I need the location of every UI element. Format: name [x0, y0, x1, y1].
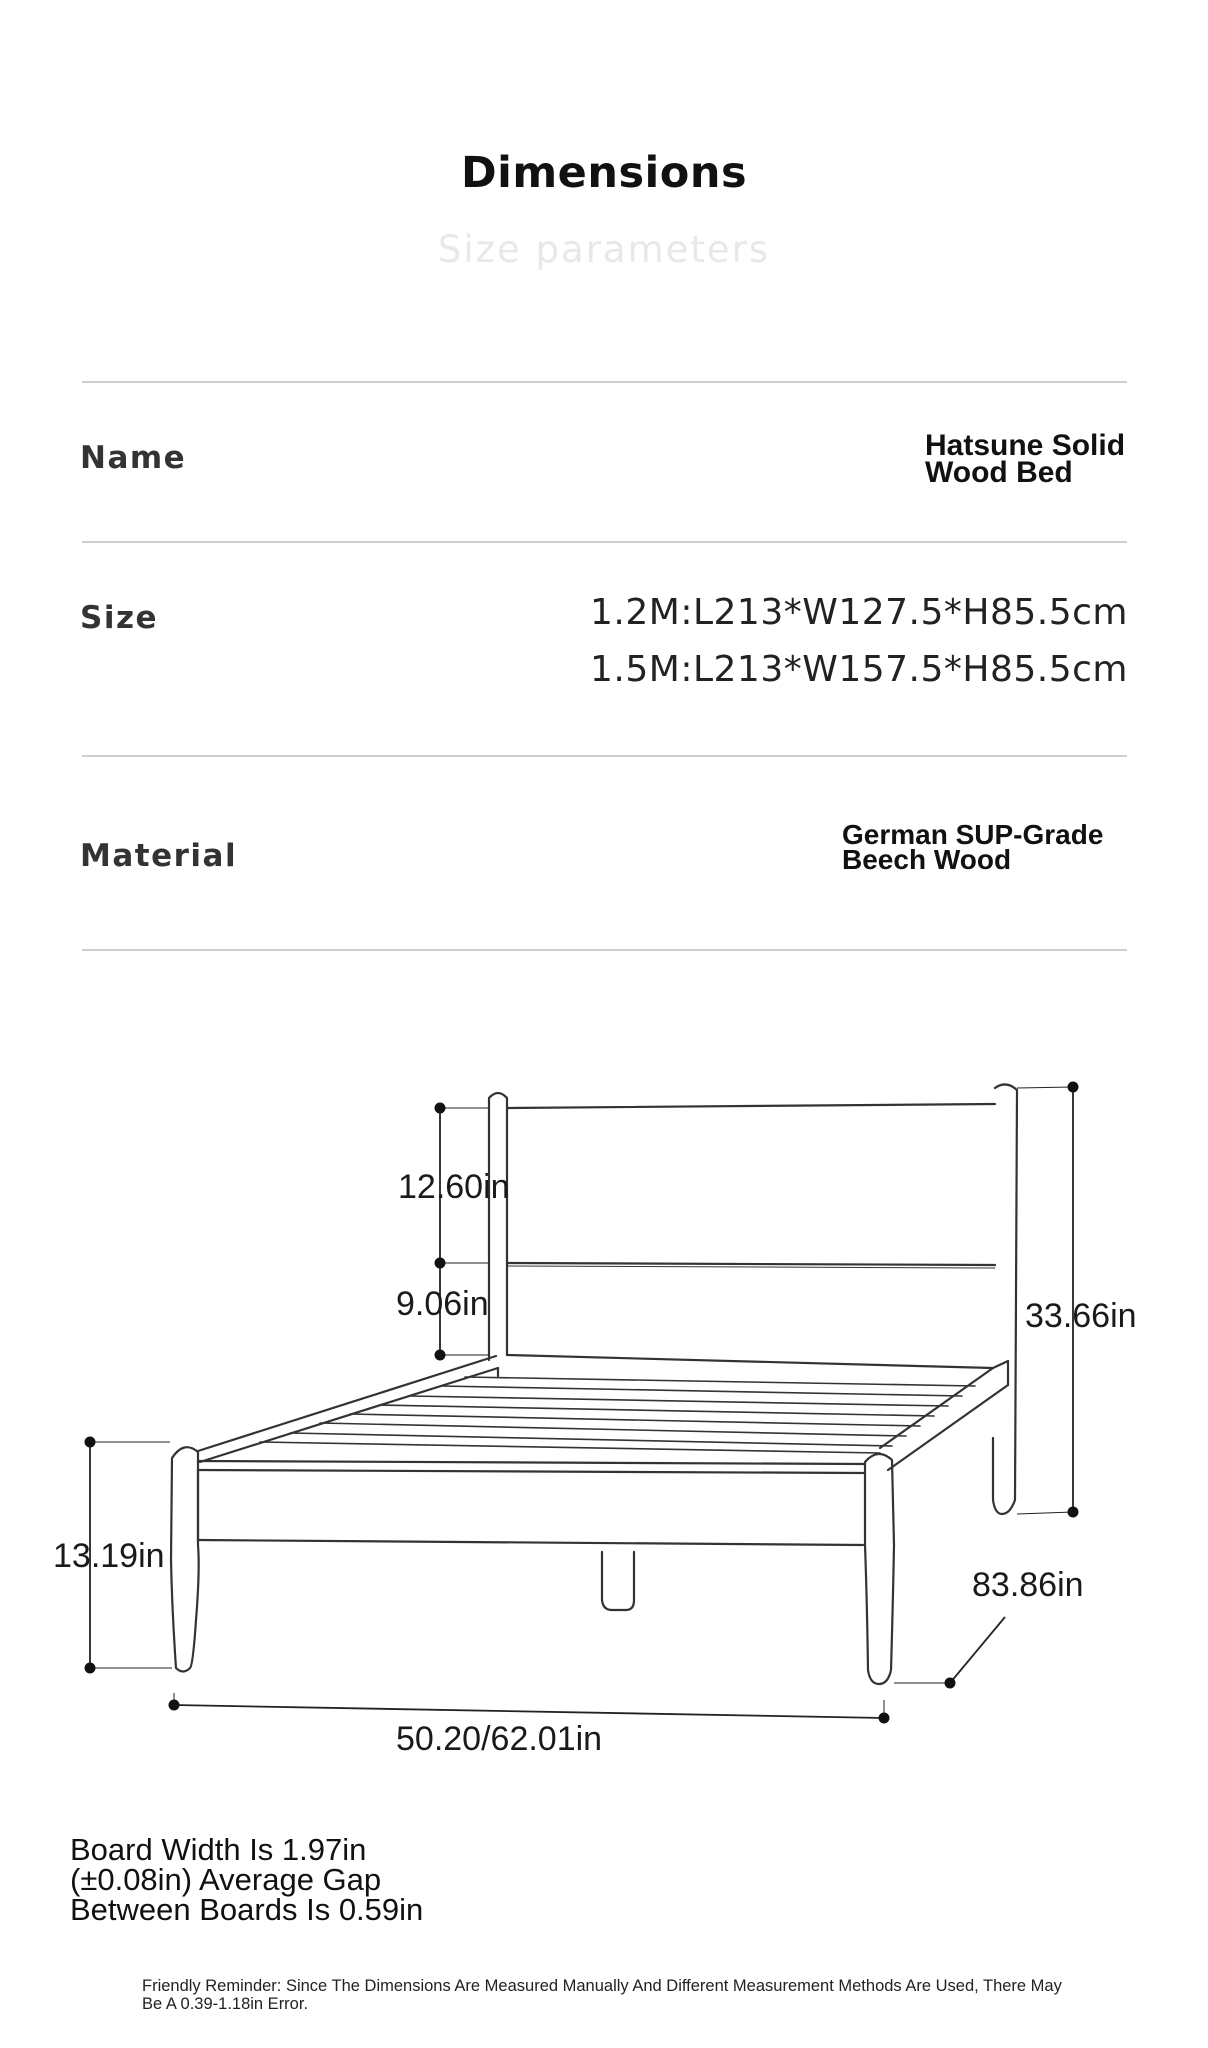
material-value-line: Beech Wood: [842, 844, 1012, 875]
front-right-post: [865, 1454, 894, 1684]
material-label: Material: [80, 838, 238, 874]
center-leg: [602, 1552, 634, 1610]
headboard-left-post: [489, 1093, 507, 1360]
page-subtitle: Size parameters: [437, 228, 771, 271]
page-title: Dimensions: [460, 148, 748, 198]
size-value-line: 1.2M:L213*W127.5*H85.5cm: [590, 592, 1128, 633]
friendly-reminder: Friendly Reminder: Since The Dimensions Are Measured Manually And Different Measurement Methods Are Used, There May Be A 0.39-1.18in Error.: [142, 1977, 1062, 2013]
length-label: 83.86in: [972, 1566, 1084, 1604]
board-note-line: Between Boards Is 0.59in: [70, 1892, 424, 1927]
front-left-post: [171, 1447, 199, 1671]
width-label: 50.20/62.01in: [396, 1720, 603, 1758]
headboard-gap-height-label: 9.06in: [396, 1285, 489, 1323]
back-rail: [507, 1355, 993, 1368]
front-rail-bottom: [198, 1540, 863, 1545]
size-label: Size: [80, 600, 159, 636]
slats: [260, 1377, 975, 1453]
name-value-line: Wood Bed: [925, 456, 1073, 489]
headboard-mid-rail: [507, 1263, 995, 1265]
board-note-line: Board Width Is 1.97in: [70, 1832, 367, 1867]
total-height-label: 33.66in: [1025, 1297, 1137, 1335]
material-value-line: German SUP-Grade: [842, 819, 1104, 850]
name-value-line: Hatsune Solid: [925, 429, 1126, 462]
board-note: [70, 1832, 424, 1927]
size-value-line: 1.5M:L213*W157.5*H85.5cm: [590, 649, 1128, 690]
front-rail-top: [198, 1461, 865, 1464]
headboard-right-post: [993, 1084, 1017, 1514]
name-label: Name: [80, 440, 187, 476]
rail-height-label: 13.19in: [53, 1537, 165, 1575]
headboard-panel-height-label: 12.60in: [398, 1168, 510, 1206]
board-note-line: (±0.08in) Average Gap: [70, 1862, 382, 1897]
headboard-top-rail: [507, 1104, 995, 1108]
